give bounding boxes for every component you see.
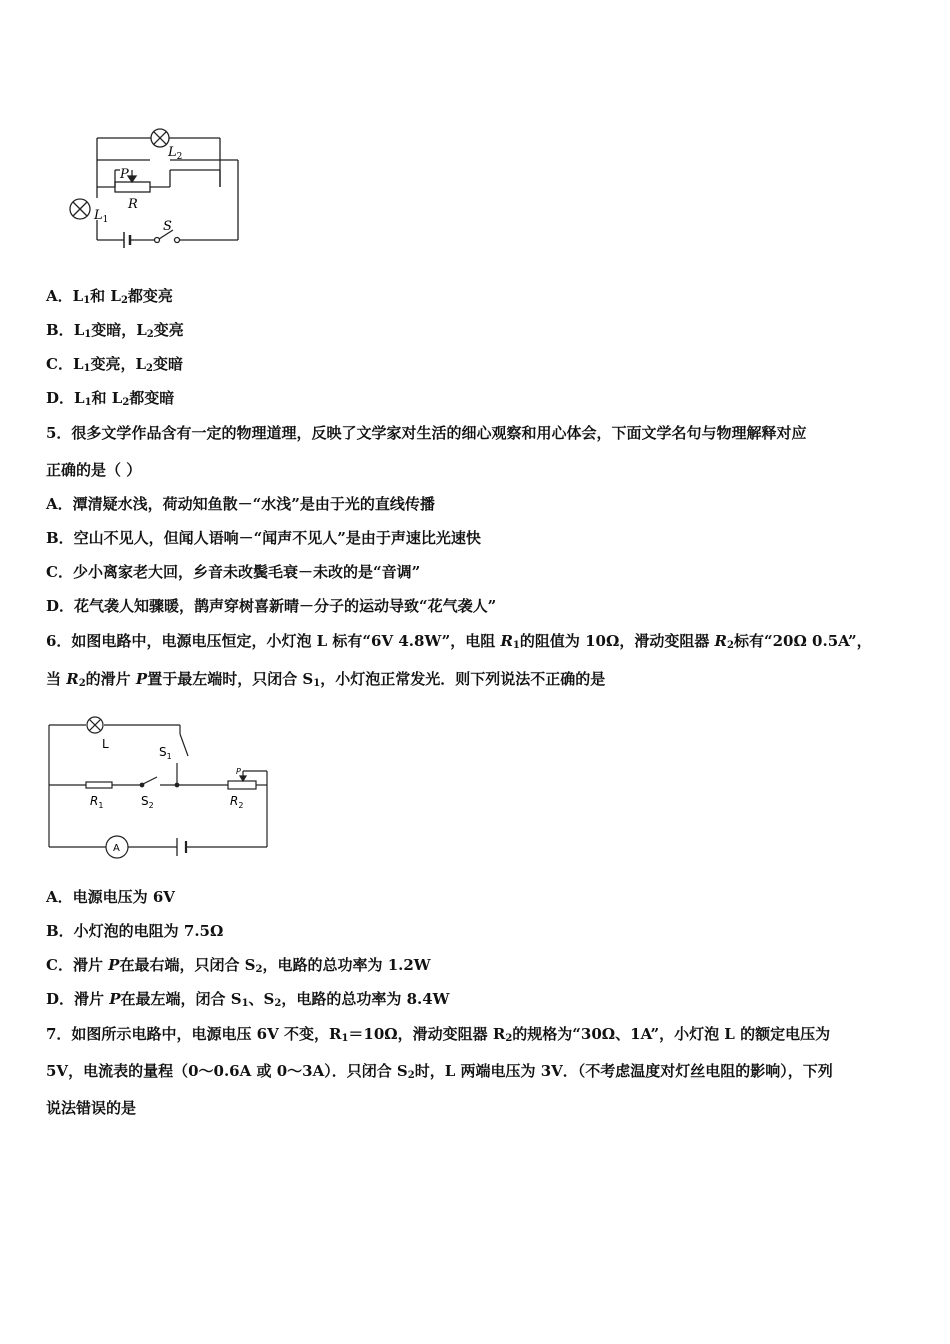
label-p: P <box>120 167 129 182</box>
switch-s1-icon <box>180 734 188 756</box>
label-r2: $R_2$ <box>230 794 244 810</box>
q6-option-d: D．滑片 P在最左端，闭合 $S_1$、$S_2$，电路的总功率为 8.4W <box>46 990 450 1009</box>
q4-option-b: B．$L_1$变暗，$L_2$变亮 <box>46 321 184 340</box>
q7-stem-line2: 5V，电流表的量程（0～0.6A 或 0～3A）．只闭合 $S_2$时，L 两端电压为 3V．（不考虑温度对灯丝电阻的影响），下列 <box>46 1062 833 1081</box>
label-s: S <box>163 219 172 234</box>
q4-option-c: C．$L_1$变亮，$L_2$变暗 <box>46 355 184 374</box>
circuit-diagram-1 <box>60 120 250 250</box>
label-l1: $L_1$ <box>94 208 109 225</box>
q7-stem-line3: 说法错误的是 <box>46 1099 137 1117</box>
lamp-l2-icon <box>97 129 220 160</box>
label-r: R <box>128 197 138 212</box>
label-s2: $S_2$ <box>141 794 154 810</box>
lamp-l-icon <box>87 717 103 733</box>
label-r1: $R_1$ <box>90 794 104 810</box>
label-l: L <box>102 737 109 751</box>
q7-stem-line1: 7．如图所示电路中，电源电压 6V 不变，$R_1=10\Omega$，滑动变阻器 $R_2$的规格为“30Ω、1A”，小灯泡 L 的额定电压为 <box>46 1025 831 1044</box>
label-p2: P <box>236 767 241 776</box>
ammeter-label: A <box>113 843 120 854</box>
label-s1: $S_1$ <box>159 745 172 761</box>
q5-stem-line2: 正确的是（ ） <box>46 461 142 479</box>
rheostat-r2-icon <box>228 771 256 789</box>
resistor-r1-icon <box>86 782 112 788</box>
q4-option-d: D．$L_1$和 $L_2$都变暗 <box>46 389 175 408</box>
battery-icon-2 <box>177 838 186 856</box>
q6-stem-line1: 6．如图电路中，电源电压恒定，小灯泡 L 标有“6V 4.8W”，电阻 $R_1$的阻值为 10Ω，滑动变阻器 $R_2$标有“20Ω 0.5A”， <box>46 632 872 651</box>
q5-option-c: C．少小离家老大回，乡音未改鬓毛衰－未改的是“音调” <box>46 563 421 581</box>
circuit-diagram-2 <box>40 708 280 863</box>
q5-option-d: D．花气袭人知骤暖，鹊声穿树喜新晴－分子的运动导致“花气袭人” <box>46 597 497 615</box>
q5-option-b: B．空山不见人，但闻人语响－“闻声不见人”是由于声速比光速快 <box>46 529 481 547</box>
label-l2: $L_2$ <box>168 145 183 162</box>
q6-option-a: A．电源电压为 6V <box>46 888 175 906</box>
q6-option-b: B．小灯泡的电阻为 7.5Ω <box>46 922 224 940</box>
q5-stem-line1: 5．很多文学作品含有一定的物理道理，反映了文学家对生活的细心观察和用心体会，下面文学名句与物理解释对应 <box>46 424 807 442</box>
q5-option-a: A．潭清疑水浅，荷动知鱼散－“水浅”是由于光的直线传播 <box>46 495 435 513</box>
q6-option-c: C．滑片 P在最右端，只闭合 $S_2$，电路的总功率为 1.2W <box>46 956 431 975</box>
lamp-l1-icon <box>70 199 90 219</box>
q4-option-a: A．$L_1$和 $L_2$都变亮 <box>46 287 173 306</box>
q6-stem-line2: 当 $R_2$的滑片 P置于最左端时，只闭合 $S_1$，小灯泡正常发光．则下列说法不正确的是 <box>46 670 606 689</box>
battery-icon <box>124 232 130 248</box>
